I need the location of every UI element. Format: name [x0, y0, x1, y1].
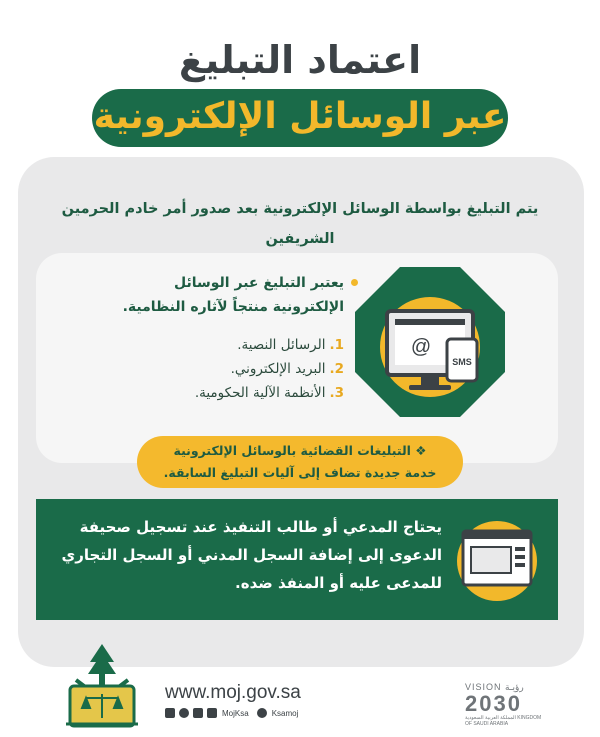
list-item-number: 3. [329, 385, 344, 401]
vision-subtitle: المملكة العربية السعودية KINGDOM OF SAUDI ARABIA [465, 715, 542, 727]
channel-list [110, 333, 358, 405]
bullet-dot-icon [351, 279, 358, 286]
list-item [110, 357, 344, 381]
youtube-icon[interactable] [257, 708, 267, 718]
list-item [110, 333, 344, 357]
twitter-icon[interactable] [165, 708, 175, 718]
browser-window-icon [451, 513, 543, 605]
handle-mojksa[interactable]: MojKsa [222, 708, 249, 718]
note-line-1: ❖ التبليغات القضائية بالوسائل الإلكترونية [173, 443, 427, 458]
requirement-line-1: يحتاج المدعي أو طالب التنفيذ عند تسجيل صحيفة [79, 518, 442, 536]
website-link[interactable]: www.moj.gov.sa [165, 682, 301, 703]
ministry-logo [56, 640, 148, 732]
list-item-number: 1. [329, 337, 344, 353]
panel-lead-line-1: يعتبر التبليغ عبر الوسائل [174, 275, 344, 291]
vision-year: 2030 [465, 691, 522, 716]
panel-lead-line-2: الإلكترونية منتجاً لآثاره النظامية. [122, 299, 344, 315]
handle-ksamoj[interactable]: Ksamoj [271, 708, 299, 718]
panel-lead [110, 271, 358, 319]
list-item-label: الأنظمة الآلية الحكومية. [194, 385, 326, 401]
monitor-octagon-icon [355, 267, 505, 417]
list-item-number: 2. [329, 361, 344, 377]
page-subtitle-banner: عبر الوسائل الإلكترونية [92, 89, 508, 147]
note-line-2: خدمة جديدة تضاف إلى آليات التبليغ السابقة. [163, 465, 437, 480]
list-item [110, 381, 344, 405]
intro-line-1: يتم التبليغ بواسطة الوسائل الإلكترونية بعد صدور أمر خادم الحرمين الشريفين [61, 201, 539, 247]
instagram-icon[interactable] [179, 708, 189, 718]
social-handles [165, 706, 302, 720]
page-title: اعتماد التبليغ [178, 38, 422, 82]
vision-2030-logo [465, 682, 545, 730]
list-item-label: الرسائل النصية. [237, 337, 326, 353]
snapchat-icon[interactable] [193, 708, 203, 718]
requirement-text [46, 513, 442, 597]
requirement-line-3: للمدعى عليه أو المنفذ ضده. [235, 574, 442, 592]
requirement-line-2: الدعوى إلى إضافة السجل المدني أو السجل التجاري [61, 546, 442, 564]
at-symbol-icon: @ [410, 336, 432, 358]
panel-text [110, 271, 358, 405]
vision-label: VISION رؤيـة [465, 682, 524, 692]
list-item-label: البريد الإلكتروني. [230, 361, 326, 377]
linkedin-icon[interactable] [207, 708, 217, 718]
note-pill [137, 436, 463, 488]
sms-label: SMS [452, 357, 472, 367]
